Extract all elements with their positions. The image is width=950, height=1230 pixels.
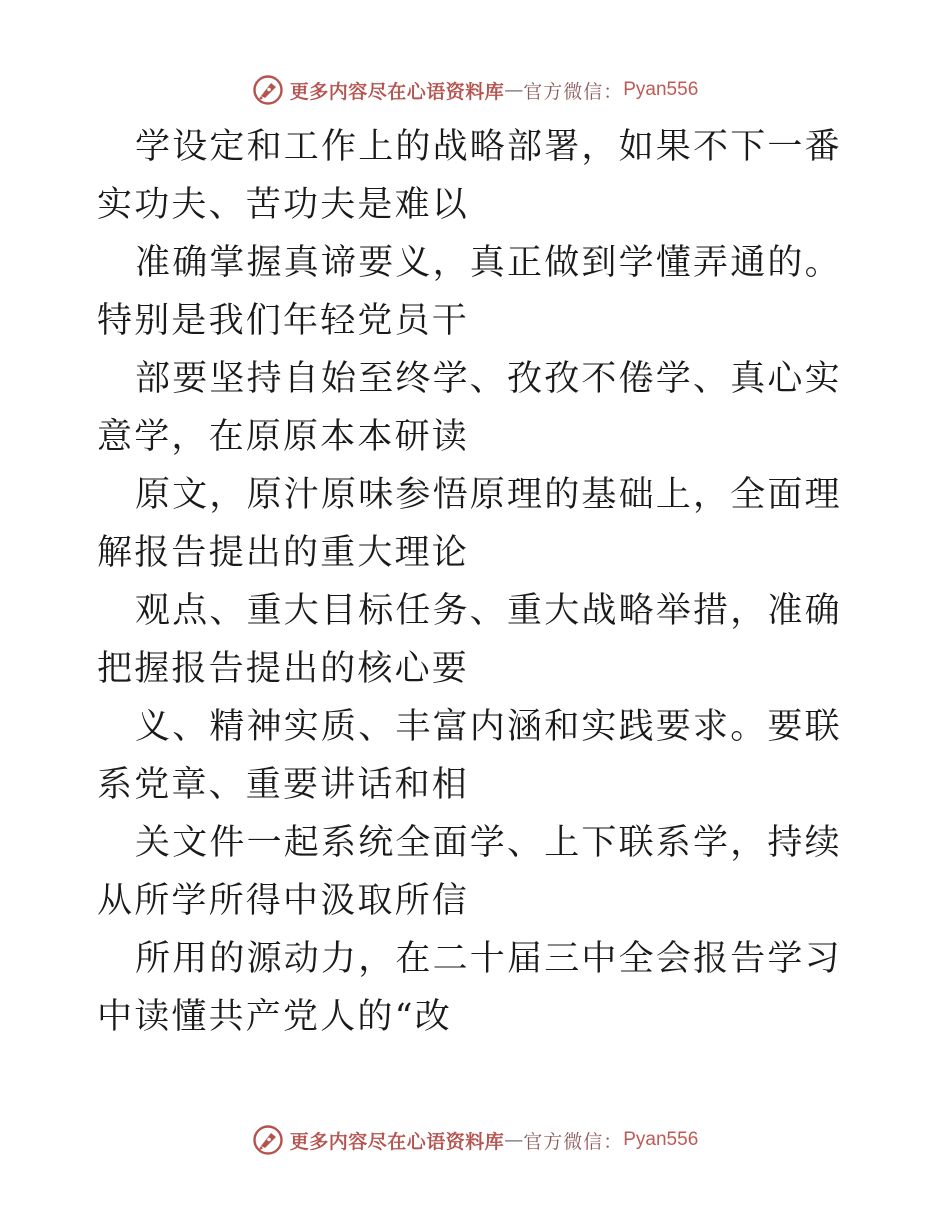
pen-nib-logo-icon bbox=[252, 1124, 284, 1156]
paragraph: 部要坚持自始至终学、孜孜不倦学、真心实意学，在原原本本研读 bbox=[97, 359, 842, 457]
paragraph: 关文件一起系统全面学、上下联系学，持续从所学所得中汲取所信 bbox=[97, 823, 842, 921]
paragraph: 准确掌握真谛要义，真正做到学懂弄通的。特别是我们年轻党员干 bbox=[97, 243, 842, 341]
pen-nib-logo-icon bbox=[252, 74, 284, 106]
paragraph: 观点、重大目标任务、重大战略举措，准确把握报告提出的核心要 bbox=[97, 591, 842, 689]
header-site-name: 更多内容尽在心语资料库 bbox=[289, 80, 505, 103]
paragraph: 所用的源动力，在二十届三中全会报告学习中读懂共产党人的“改 bbox=[97, 939, 842, 1037]
header-wechat-label: 官方微信： bbox=[523, 80, 624, 103]
footer-banner-text bbox=[290, 1127, 699, 1154]
paragraph: 原文，原汁原味参悟原理的基础上，全面理解报告提出的重大理论 bbox=[97, 475, 842, 573]
header-separator: — bbox=[504, 79, 524, 101]
footer-wechat-label: 官方微信： bbox=[523, 1130, 624, 1153]
header-banner-text bbox=[290, 77, 699, 104]
paragraph: 学设定和工作上的战略部署，如果不下一番实功夫、苦功夫是难以 bbox=[97, 127, 842, 225]
footer-site-name: 更多内容尽在心语资料库 bbox=[289, 1130, 505, 1153]
footer-banner bbox=[0, 1120, 950, 1160]
footer-wechat-id: Pyan556 bbox=[623, 1129, 699, 1150]
body-text bbox=[97, 118, 857, 1046]
header-banner bbox=[0, 70, 950, 110]
footer-separator: — bbox=[504, 1129, 524, 1151]
paragraph: 义、精神实质、丰富内涵和实践要求。要联系党章、重要讲话和相 bbox=[97, 707, 842, 805]
header-wechat-id: Pyan556 bbox=[623, 79, 699, 100]
